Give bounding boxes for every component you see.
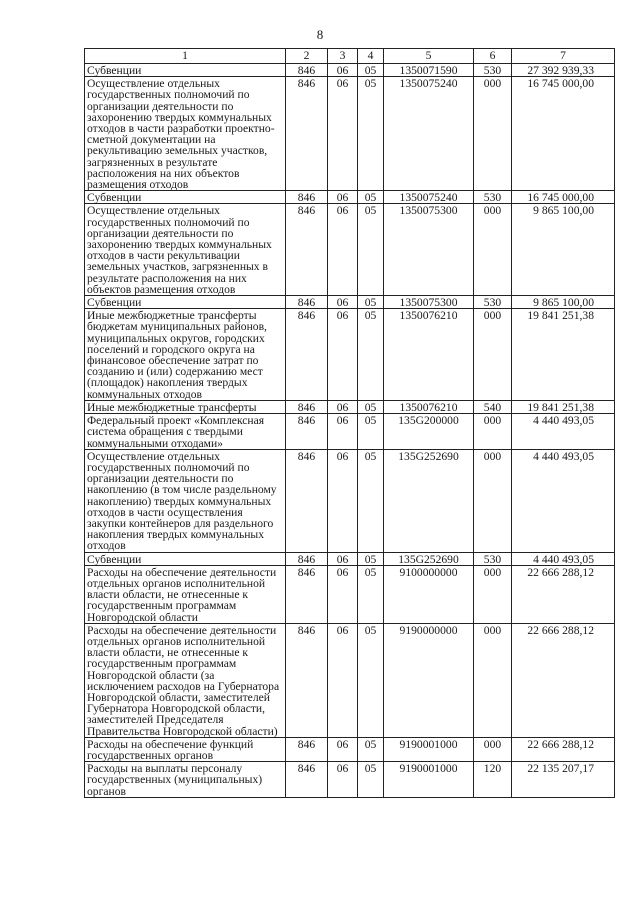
subsection-code: 05: [358, 204, 384, 296]
expense-name: Расходы на обеспечение деятельности отдельных органов исполнительной власти области, не отнесенные к государственным программам Новгородской области (за исключением расходов на Губернатора Новгородской области, заместителей Губернатора Новгородской области, заместителей Председателя Правительства Новгородской области): [85, 623, 286, 737]
page-number: 8: [316, 27, 324, 42]
budget-table: [84, 48, 615, 798]
target-article-code: 1350075240: [384, 77, 474, 191]
section-code: 06: [328, 296, 358, 309]
subsection-code: 05: [358, 623, 384, 737]
target-article-code: 9190001000: [384, 762, 474, 798]
target-article-code: 135G200000: [384, 414, 474, 450]
section-code: 06: [328, 400, 358, 413]
ministry-code: 846: [286, 762, 328, 798]
ministry-code: 846: [286, 296, 328, 309]
table-row: [85, 737, 615, 761]
expense-name: Иные межбюджетные трансферты бюджетам муниципальных районов, муниципальных округов, городских поселений и городского округа на финансовое обеспечение затрат по созданию и (или) содержанию мест (площадок) накопления твердых коммунальных отходов: [85, 309, 286, 401]
expense-name: Субвенции: [85, 552, 286, 565]
expense-name: Расходы на выплаты персоналу государственных (муниципальных) органов: [85, 762, 286, 798]
expense-type-code: 000: [474, 737, 512, 761]
section-code: 06: [328, 552, 358, 565]
amount: 9 865 100,00: [512, 204, 615, 296]
table-row: [85, 296, 615, 309]
column-header: 1: [85, 49, 286, 64]
ministry-code: 846: [286, 191, 328, 204]
column-header: 5: [384, 49, 474, 64]
ministry-code: 846: [286, 737, 328, 761]
expense-type-code: 000: [474, 623, 512, 737]
section-code: 06: [328, 309, 358, 401]
expense-type-code: 530: [474, 552, 512, 565]
target-article-code: 1350076210: [384, 309, 474, 401]
section-code: 06: [328, 414, 358, 450]
expense-name: Субвенции: [85, 191, 286, 204]
expense-type-code: 000: [474, 309, 512, 401]
subsection-code: 05: [358, 296, 384, 309]
ministry-code: 846: [286, 552, 328, 565]
section-code: 06: [328, 737, 358, 761]
expense-type-code: 530: [474, 64, 512, 77]
subsection-code: 05: [358, 737, 384, 761]
table-row: [85, 191, 615, 204]
section-code: 06: [328, 565, 358, 623]
ministry-code: 846: [286, 309, 328, 401]
column-header: 2: [286, 49, 328, 64]
target-article-code: 135G252690: [384, 449, 474, 552]
expense-type-code: 540: [474, 400, 512, 413]
expense-name: Субвенции: [85, 296, 286, 309]
expense-name: Иные межбюджетные трансферты: [85, 400, 286, 413]
expense-type-code: 120: [474, 762, 512, 798]
expense-type-code: 530: [474, 296, 512, 309]
table-row: [85, 64, 615, 77]
amount: 22 135 207,17: [512, 762, 615, 798]
expense-name: Осуществление отдельных государственных полномочий по организации деятельности по захоронению твердых коммунальных отходов в части рекультивации земельных участков, загрязненных в результате расположения на них объектов размещения отходов: [85, 204, 286, 296]
amount: 9 865 100,00: [512, 296, 615, 309]
table-row: [85, 204, 615, 296]
table-row: [85, 762, 615, 798]
ministry-code: 846: [286, 565, 328, 623]
amount: 16 745 000,00: [512, 191, 615, 204]
expense-name: Федеральный проект «Комплексная система обращения с твердыми коммунальными отходами»: [85, 414, 286, 450]
section-code: 06: [328, 623, 358, 737]
amount: 4 440 493,05: [512, 449, 615, 552]
column-header: 3: [328, 49, 358, 64]
subsection-code: 05: [358, 414, 384, 450]
section-code: 06: [328, 77, 358, 191]
table-row: [85, 77, 615, 191]
amount: 27 392 939,33: [512, 64, 615, 77]
subsection-code: 05: [358, 449, 384, 552]
table-row: [85, 552, 615, 565]
expense-name: Расходы на обеспечение функций государственных органов: [85, 737, 286, 761]
target-article-code: 9190000000: [384, 623, 474, 737]
target-article-code: 1350075300: [384, 296, 474, 309]
amount: 19 841 251,38: [512, 400, 615, 413]
ministry-code: 846: [286, 77, 328, 191]
ministry-code: 846: [286, 623, 328, 737]
subsection-code: 05: [358, 552, 384, 565]
expense-name: Расходы на обеспечение деятельности отдельных органов исполнительной власти области, не отнесенные к государственным программам Новгородской области: [85, 565, 286, 623]
table-row: [85, 309, 615, 401]
expense-type-code: 000: [474, 77, 512, 191]
amount: 4 440 493,05: [512, 552, 615, 565]
section-code: 06: [328, 191, 358, 204]
expense-type-code: 000: [474, 565, 512, 623]
target-article-code: 9100000000: [384, 565, 474, 623]
section-code: 06: [328, 204, 358, 296]
expense-type-code: 000: [474, 414, 512, 450]
amount: 22 666 288,12: [512, 623, 615, 737]
subsection-code: 05: [358, 565, 384, 623]
expense-name: Субвенции: [85, 64, 286, 77]
ministry-code: 846: [286, 204, 328, 296]
column-header: 4: [358, 49, 384, 64]
header-row: [85, 49, 615, 64]
table-row: [85, 565, 615, 623]
subsection-code: 05: [358, 64, 384, 77]
amount: 16 745 000,00: [512, 77, 615, 191]
expense-name: Осуществление отдельных государственных полномочий по организации деятельности по накоплению (в том числе раздельному накоплению) твердых коммунальных отходов в части осуществления закупки контейнеров для раздельного накопления твердых коммунальных отходов: [85, 449, 286, 552]
ministry-code: 846: [286, 414, 328, 450]
expense-name: Осуществление отдельных государственных полномочий по организации деятельности по захоронению твердых коммунальных отходов в части разработки проектно-сметной документации на рекультивацию земельных участков, загрязненных в результате расположения на них объектов размещения отходов: [85, 77, 286, 191]
amount: 4 440 493,05: [512, 414, 615, 450]
target-article-code: 1350076210: [384, 400, 474, 413]
ministry-code: 846: [286, 64, 328, 77]
section-code: 06: [328, 64, 358, 77]
amount: 22 666 288,12: [512, 565, 615, 623]
target-article-code: 1350075300: [384, 204, 474, 296]
expense-type-code: 000: [474, 204, 512, 296]
section-code: 06: [328, 449, 358, 552]
column-header: 6: [474, 49, 512, 64]
target-article-code: 1350071590: [384, 64, 474, 77]
subsection-code: 05: [358, 400, 384, 413]
subsection-code: 05: [358, 309, 384, 401]
ministry-code: 846: [286, 400, 328, 413]
expense-type-code: 530: [474, 191, 512, 204]
amount: 22 666 288,12: [512, 737, 615, 761]
column-header: 7: [512, 49, 615, 64]
amount: 19 841 251,38: [512, 309, 615, 401]
expense-type-code: 000: [474, 449, 512, 552]
subsection-code: 05: [358, 77, 384, 191]
target-article-code: 9190001000: [384, 737, 474, 761]
subsection-code: 05: [358, 762, 384, 798]
table-row: [85, 449, 615, 552]
section-code: 06: [328, 762, 358, 798]
target-article-code: 135G252690: [384, 552, 474, 565]
table-row: [85, 623, 615, 737]
subsection-code: 05: [358, 191, 384, 204]
table-row: [85, 400, 615, 413]
table-row: [85, 414, 615, 450]
ministry-code: 846: [286, 449, 328, 552]
target-article-code: 1350075240: [384, 191, 474, 204]
